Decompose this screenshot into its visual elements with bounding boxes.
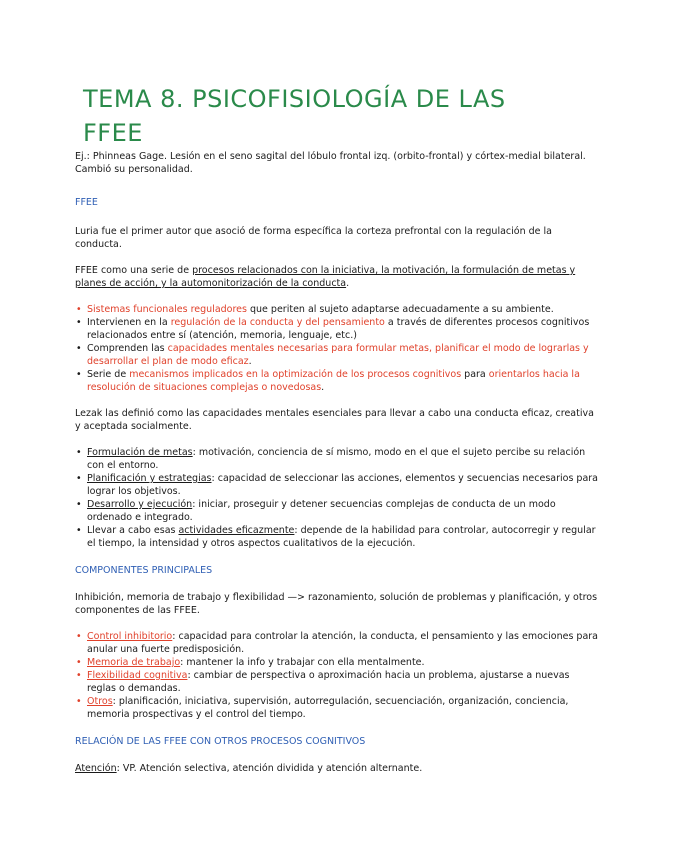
list-item: • Llevar a cabo esas actividades eficazmente: depende de la habilidad para controlar, autocorregir y regular el tiempo, la intensidad y otros aspectos cualitativos de la ejecución. [87, 524, 600, 550]
ffee-definition-suffix: . [346, 278, 350, 289]
section-heading-componentes: COMPONENTES PRINCIPALES [75, 565, 213, 576]
ffee-definition-paragraph [75, 264, 600, 290]
list-item: • Sistemas funcionales reguladores que periten al sujeto adaptarse adecuadamente a su ambiente. [87, 303, 600, 316]
section-heading-ffee: FFEE [75, 197, 98, 208]
list-item: • Flexibilidad cognitiva: cambiar de perspectiva o aproximación hacia un problema, ajustarse a nuevas reglas o demandas. [87, 669, 600, 695]
title-line-2: FFEE [83, 119, 143, 147]
document-body [75, 150, 600, 775]
list-item: • Memoria de trabajo: mantener la info y trabajar con ella mentalmente. [87, 656, 600, 669]
ffee-definition-prefix: FFEE como una serie de [75, 265, 193, 276]
list-item: • Control inhibitorio: capacidad para controlar la atención, la conducta, el pensamiento y las emociones para anular una fuerte predisposición. [87, 630, 600, 656]
page-title [83, 82, 623, 150]
atencion-paragraph: Atención: VP. Atención selectiva, atención dividida y atención alternante. [75, 763, 423, 774]
componentes-bullet-list [75, 630, 600, 721]
list-item: • Otros: planificación, iniciativa, supervisión, autorregulación, secuenciación, organización, conciencia, memoria prospectivas y el control del tiempo. [87, 695, 600, 721]
list-item: • Desarrollo y ejecución: iniciar, proseguir y detener secuencias complejas de conducta de un modo ordenado e integrado. [87, 498, 600, 524]
list-item: • Planificación y estrategias: capacidad de seleccionar las acciones, elementos y secuencias necesarios para lograr los objetivos. [87, 472, 600, 498]
list-item: • Formulación de metas: motivación, conciencia de sí mismo, modo en el que el sujeto percibe su relación con el entorno. [87, 446, 600, 472]
ffee-definition-underlined: procesos relacionados con la iniciativa, la motivación, la formulación de metas y planes de acción, y la automonitorización de la conducta [75, 265, 576, 289]
list-item: • Serie de mecanismos implicados en la optimización de los procesos cognitivos para orientarlos hacia la resolución de situaciones complejas o novedosas. [87, 368, 600, 394]
list-item: • Intervienen en la regulación de la conducta y del pensamiento a través de diferentes procesos cognitivos relacionados entre sí (atención, memoria, lenguaje, etc.) [87, 316, 600, 342]
lezak-bullet-list [75, 446, 600, 550]
intro-paragraph: Ej.: Phinneas Gage. Lesión en el seno sagital del lóbulo frontal izq. (orbito-frontal) y córtex-medial bilateral. Cambió su personalidad. [75, 151, 586, 175]
ffee-bullet-list [75, 303, 600, 394]
section-heading-relacion: RELACIÓN DE LAS FFEE CON OTROS PROCESOS COGNITIVOS [75, 736, 366, 747]
list-item: • Comprenden las capacidades mentales necesarias para formular metas, planificar el modo de lograrlas y desarrollar el plan de modo eficaz. [87, 342, 600, 368]
title-line-1: TEMA 8. PSICOFISIOLOGÍA DE LAS [83, 85, 506, 113]
lezak-paragraph: Lezak las definió como las capacidades mentales esenciales para llevar a cabo una conducta eficaz, creativa y aceptada socialmente. [75, 408, 594, 432]
luria-paragraph: Luria fue el primer autor que asoció de forma específica la corteza prefrontal con la regulación de la conducta. [75, 226, 552, 250]
componentes-paragraph: Inhibición, memoria de trabajo y flexibilidad —> razonamiento, solución de problemas y planificación, y otros componentes de las FFEE. [75, 592, 598, 616]
